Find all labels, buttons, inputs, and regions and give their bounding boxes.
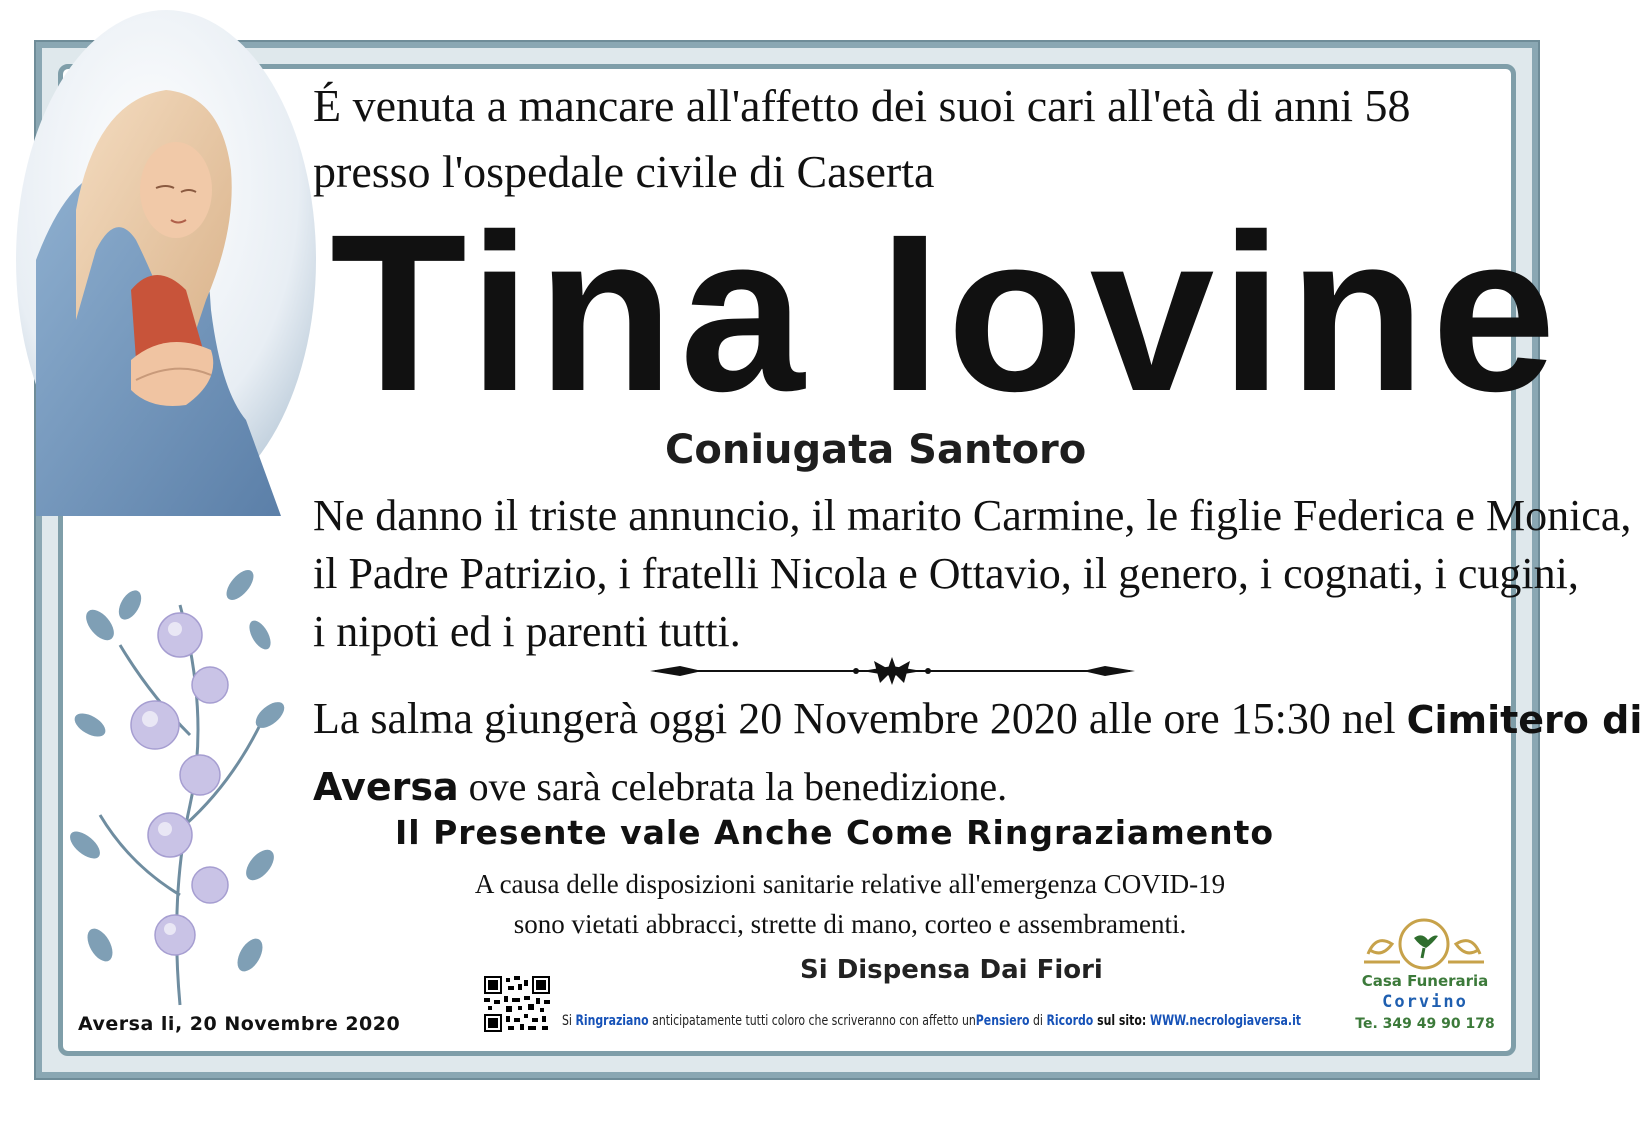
thanks-line: Il Presente vale Anche Come Ringraziamento (395, 813, 1275, 852)
qr-code-icon[interactable] (484, 976, 550, 1032)
mourners-text (313, 487, 1631, 661)
funeral-home-brand: Corvino (1382, 992, 1468, 1012)
burial-info-2 (313, 758, 1007, 816)
burial-place-b: Aversa (313, 765, 459, 809)
footer-ricordo: Ricordo (1046, 1013, 1094, 1029)
footer-text (562, 1010, 1301, 1032)
mourners-line-3: i nipoti ed i parenti tutti. (313, 607, 741, 656)
ornamental-divider-icon (650, 655, 1135, 687)
flower-branch-icon (60, 565, 300, 1005)
footer-p2: anticipatamente tutti coloro che scriveranno con affetto un (648, 1013, 976, 1029)
mourners-line-2: il Padre Patrizio, i fratelli Nicola e Ottavio, il genero, i cognati, i cugini, (313, 549, 1579, 598)
married-name: Coniugata Santoro (665, 427, 1087, 473)
footer-p1: Si (562, 1013, 576, 1029)
mourners-line-1: Ne danno il triste annuncio, il marito Carmine, le figlie Federica e Monica, (313, 491, 1632, 540)
footer-site-link[interactable]: WWW.necrologiaversa.it (1150, 1013, 1302, 1029)
burial-info (313, 690, 1642, 749)
burial-text: La salma giungerà oggi 20 Novembre 2020 alle ore 15:30 nel (313, 694, 1407, 743)
intro-line-2: presso l'ospedale civile di Caserta (313, 146, 935, 197)
covid-line-2: sono vietati abbracci, strette di mano, corteo e assembramenti. (513, 909, 1187, 939)
footer-p3: di (1029, 1013, 1047, 1029)
madonna-icon (36, 60, 281, 516)
intro-line-1: É venuta a mancare all'affetto dei suoi cari all'età di anni 58 (313, 80, 1411, 131)
funeral-home-logo-icon (1362, 914, 1486, 976)
place-date: Aversa li, 20 Novembre 2020 (78, 1013, 401, 1035)
burial-text-2: ove sarà celebrata la benedizione. (458, 764, 1008, 809)
burial-place-a: Cimitero di (1406, 698, 1642, 742)
deceased-name: Tina Iovine (330, 188, 1562, 438)
no-flowers-note: Si Dispensa Dai Fiori (800, 955, 1103, 985)
covid-line-1: A causa delle disposizioni sanitarie relative all'emergenza COVID-19 (474, 869, 1226, 899)
footer-pensiero: Pensiero (975, 1013, 1030, 1029)
footer-p4: sul sito: (1093, 1013, 1151, 1029)
funeral-home-phone: Te. 349 49 90 178 (1355, 1016, 1495, 1032)
funeral-home-name: Casa Funeraria (1361, 972, 1489, 990)
footer-ringraziano: Ringraziano (575, 1013, 649, 1029)
